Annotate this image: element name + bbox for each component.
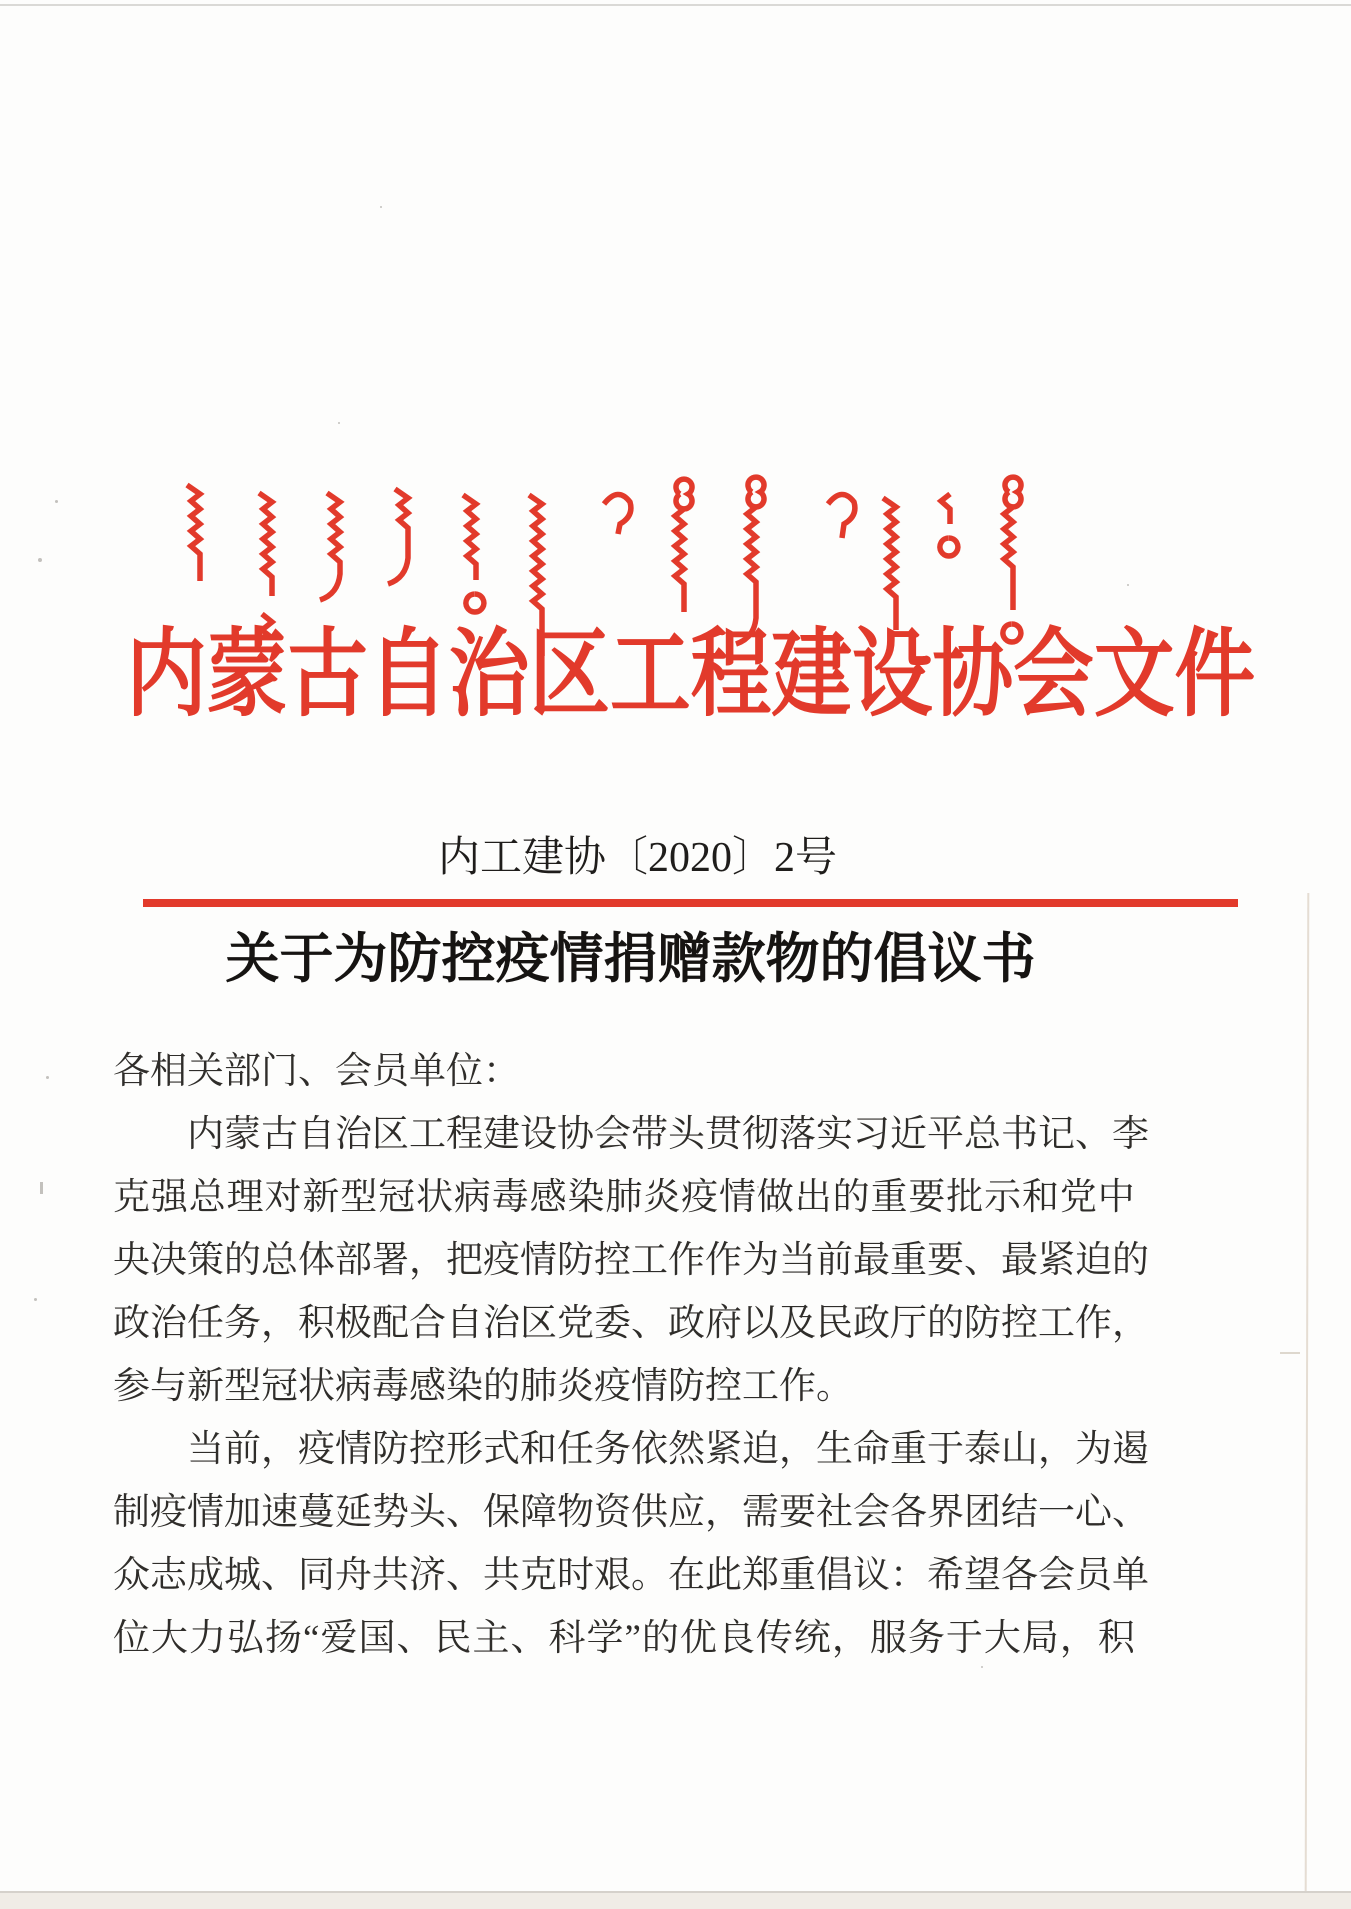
scan-edge-bottom [0, 1891, 1351, 1909]
body-line: 央 决 策 的 总 体 部 署 ， 把 疫 情 防 控 工 作 作 为 当 前 最 重 要 、 最 紧 迫 的 [113, 1240, 1149, 1281]
body-line: 政 治 任 务 ， 积 极 配 合 自 治 区 党 委 、 政 府 以 及 民 政 厅 的 防 控 工 作 ， [113, 1303, 1149, 1344]
mongolian-script-column [828, 494, 855, 538]
scan-speck [55, 500, 58, 503]
scan-speck [1127, 584, 1129, 586]
mongolian-script-column [675, 479, 692, 612]
scan-edge-right [1305, 893, 1310, 1891]
body-line: 克 强 总 理 对 新 型 冠 状 病 毒 感 染 肺 炎 疫 情 做 出 的 重 要 批 示 和 党 中 [113, 1177, 1135, 1218]
body-line: 位 大 力 弘 扬 “ 爱 国 、 民 主 、 科 学 ” 的 优 良 传 统 ， 服 务 于 大 局 ， 积 [113, 1618, 1135, 1659]
scan-speck [38, 558, 42, 562]
body-line: 众 志 成 城 、 同 舟 共 济 、 共 克 时 艰 。 在 此 郑 重 倡 议 ： 希 望 各 会 员 单 [113, 1555, 1149, 1596]
mongolian-script-column [463, 495, 484, 612]
mongolian-script-column [187, 485, 200, 581]
mongolian-script-column [940, 494, 958, 556]
scan-edge-top [0, 4, 1351, 6]
body-line: 制 疫 情 加 速 蔓 延 势 头 、 保 障 物 资 供 应 ， 需 要 社 会 各 界 团 结 一 心 、 [113, 1492, 1149, 1533]
body-line: 当 前 ， 疫 情 防 控 形 式 和 任 务 依 然 紧 迫 ， 生 命 重 于 泰 山 ， 为 遏 [187, 1429, 1149, 1470]
body-line: 参与新型冠状病毒感染的肺炎疫情防控工作。 [113, 1366, 853, 1407]
body-line: 内 蒙 古 自 治 区 工 程 建 设 协 会 带 头 贯 彻 落 实 习 近 平 总 书 记 、 李 [187, 1114, 1149, 1155]
mongolian-script-column [388, 489, 408, 584]
scan-artifact-dash [1280, 1352, 1300, 1354]
red-divider-line [143, 899, 1238, 907]
mongolian-script-column [604, 494, 631, 534]
body-line: 各相关部门、会员单位： [113, 1051, 520, 1092]
scan-speck [380, 206, 382, 208]
org-title: 内蒙古自治区工程建设协会文件 [126, 621, 1256, 728]
doc-title: 关于为防控疫情捐赠款物的倡议书 [225, 929, 1036, 989]
doc-number: 内工建协〔2020〕2号 [437, 835, 837, 881]
scan-speck [46, 1076, 49, 1079]
mongolian-script-column [320, 493, 340, 600]
scan-speck [338, 422, 340, 424]
scan-speck [34, 1298, 37, 1301]
scan-speck [40, 1182, 43, 1194]
body-text [113, 1040, 1149, 1670]
scan-speck [757, 1186, 759, 1188]
scan-speck [981, 1666, 983, 1668]
